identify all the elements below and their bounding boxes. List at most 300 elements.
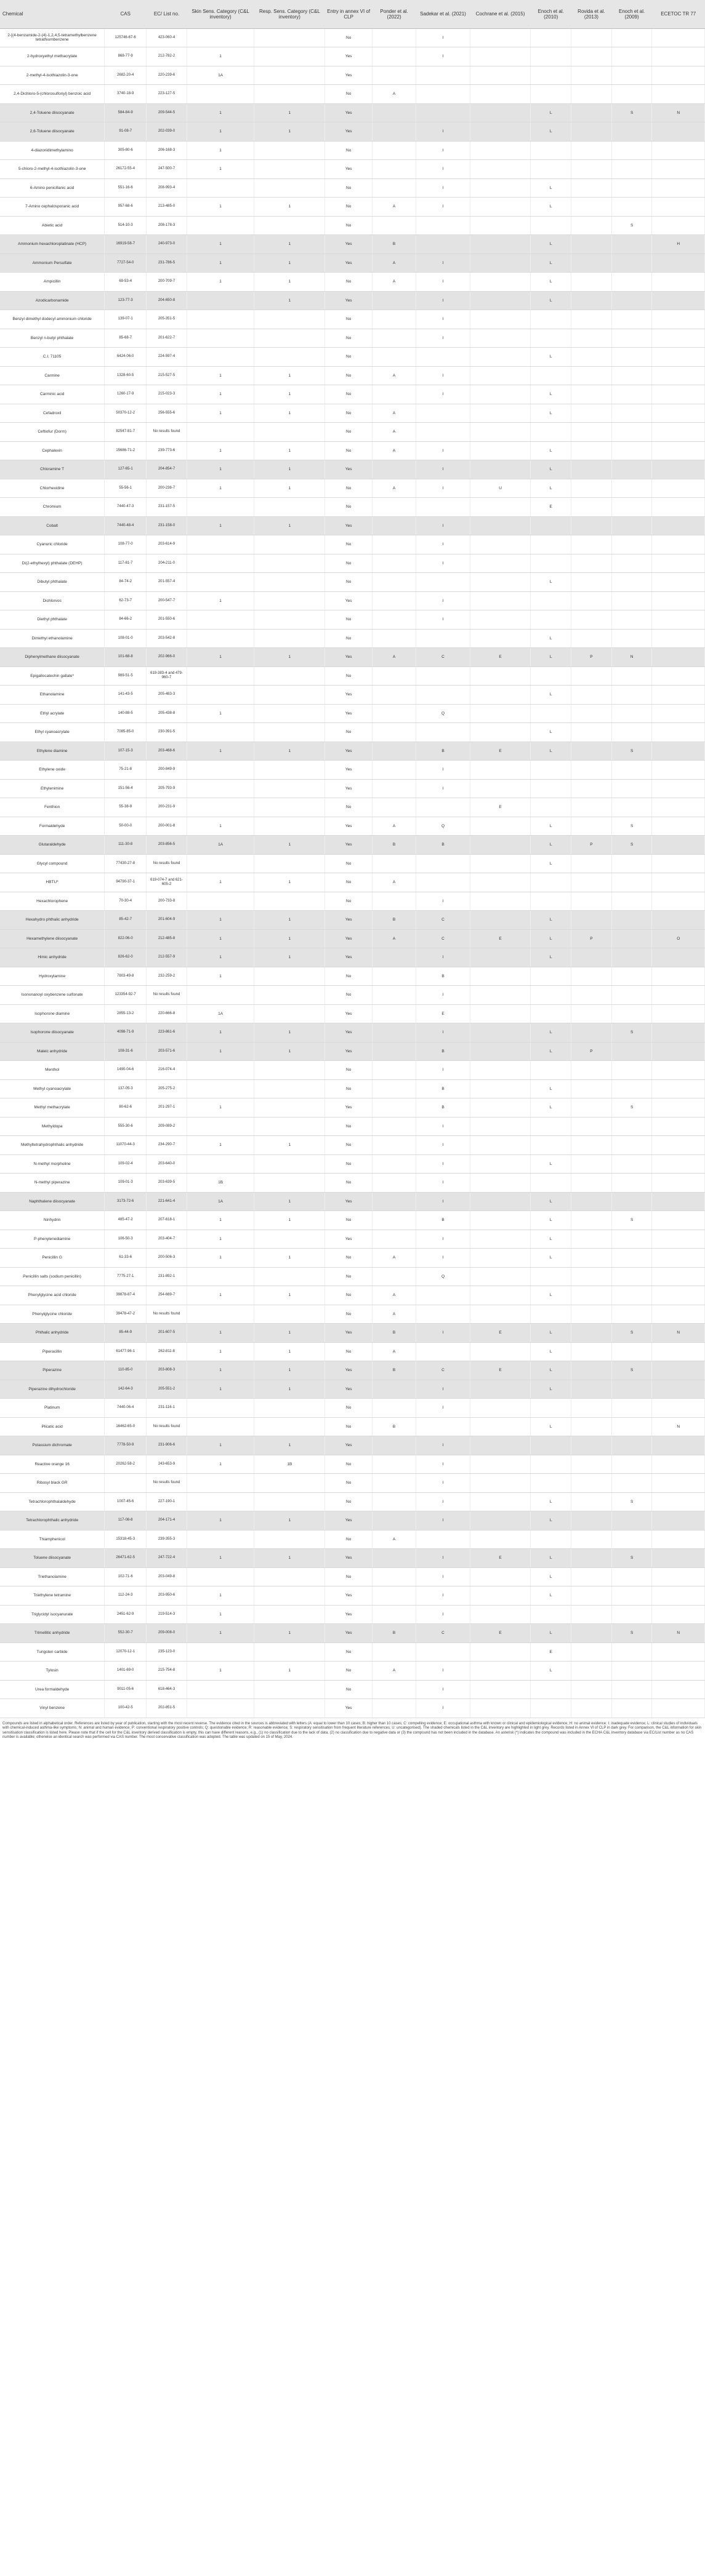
table-cell: 223-127-5: [147, 85, 187, 104]
table-cell: [652, 761, 705, 780]
table-cell: 203-640-0: [147, 1154, 187, 1174]
table-cell: P: [571, 929, 612, 948]
table-cell: 1: [254, 479, 325, 498]
table-cell: [187, 216, 254, 235]
chemical-name-cell: Maleic anhydride: [0, 1042, 105, 1061]
table-cell: [611, 892, 652, 911]
table-cell: 1: [254, 1023, 325, 1042]
table-cell: 204-854-7: [147, 460, 187, 479]
table-cell: 200-547-7: [147, 591, 187, 610]
table-row: [0, 1436, 705, 1455]
table-cell: [571, 85, 612, 104]
table-cell: 1: [254, 836, 325, 855]
table-row: [0, 554, 705, 573]
table-cell: [652, 1511, 705, 1530]
table-cell: 619-383-4 and 479-960-7: [147, 666, 187, 686]
table-cell: 1: [254, 291, 325, 310]
table-cell: 200-231-9: [147, 798, 187, 817]
table-cell: [652, 629, 705, 648]
table-row: [0, 479, 705, 498]
table-cell: [373, 704, 416, 723]
table-cell: No: [325, 1642, 373, 1662]
table-cell: [254, 1567, 325, 1586]
table-cell: [373, 686, 416, 705]
table-cell: 204-650-8: [147, 291, 187, 310]
table-cell: [531, 1174, 571, 1193]
table-cell: [187, 1117, 254, 1136]
table-cell: 243-653-9: [147, 1455, 187, 1474]
table-cell: 1: [187, 1286, 254, 1305]
table-cell: [373, 122, 416, 142]
table-cell: [470, 441, 531, 460]
table-cell: Yes: [325, 122, 373, 142]
table-cell: [531, 535, 571, 554]
table-cell: [611, 1662, 652, 1681]
chemical-name-cell: Cobalt: [0, 516, 105, 535]
table-cell: 112-24-3: [105, 1586, 147, 1606]
table-cell: [187, 85, 254, 104]
table-cell: [373, 535, 416, 554]
table-cell: [652, 460, 705, 479]
table-cell: [571, 1399, 612, 1418]
table-cell: I: [416, 1380, 470, 1399]
table-cell: 2682-20-4: [105, 66, 147, 85]
column-header: Cochrane et al. (2015): [470, 0, 531, 28]
table-cell: 1A: [187, 836, 254, 855]
table-cell: No: [325, 1567, 373, 1586]
table-cell: 7727-54-0: [105, 254, 147, 273]
chemical-name-cell: Carminic acid: [0, 385, 105, 404]
table-cell: No: [325, 1399, 373, 1418]
table-cell: I: [416, 1567, 470, 1586]
table-cell: [187, 798, 254, 817]
table-cell: [531, 666, 571, 686]
table-cell: 868-77-9: [105, 47, 147, 66]
table-cell: [652, 854, 705, 873]
table-cell: [187, 329, 254, 348]
table-cell: [373, 1699, 416, 1718]
table-cell: Yes: [325, 1192, 373, 1211]
table-cell: 212-782-2: [147, 47, 187, 66]
table-row: [0, 1549, 705, 1568]
table-cell: [470, 779, 531, 798]
table-cell: [611, 1530, 652, 1549]
chemical-name-cell: HBTU*: [0, 873, 105, 892]
table-cell: [652, 1342, 705, 1361]
table-cell: Yes: [325, 235, 373, 254]
table-cell: [571, 817, 612, 836]
column-header: ECETOC TR 77: [652, 0, 705, 28]
chemical-name-cell: Triethylene tetramine: [0, 1586, 105, 1606]
table-cell: [571, 28, 612, 47]
table-cell: 108-01-0: [105, 629, 147, 648]
table-cell: C: [416, 1361, 470, 1380]
table-cell: [611, 66, 652, 85]
table-cell: [652, 986, 705, 1005]
table-cell: No: [325, 554, 373, 573]
table-row: [0, 47, 705, 66]
table-cell: [254, 535, 325, 554]
chemical-name-cell: Methyl methacrylate: [0, 1098, 105, 1118]
table-cell: [254, 1230, 325, 1249]
table-cell: B: [373, 235, 416, 254]
table-cell: Yes: [325, 460, 373, 479]
table-row: [0, 1117, 705, 1136]
table-row: [0, 329, 705, 348]
table-cell: S: [611, 1098, 652, 1118]
table-cell: [611, 704, 652, 723]
table-cell: [652, 836, 705, 855]
table-cell: 1: [254, 1249, 325, 1268]
table-row: [0, 1417, 705, 1436]
table-cell: A: [373, 1305, 416, 1324]
chemical-name-cell: Triethanolamine: [0, 1567, 105, 1586]
table-cell: Yes: [325, 1324, 373, 1343]
table-cell: [470, 1492, 531, 1511]
table-cell: S: [611, 1211, 652, 1230]
table-cell: [571, 479, 612, 498]
table-cell: [611, 1042, 652, 1061]
table-row: [0, 1042, 705, 1061]
table-cell: Yes: [325, 836, 373, 855]
chemical-name-cell: Diethyl phthalate: [0, 610, 105, 630]
chemical-name-cell: Tetrachlorophthalaldehyde: [0, 1492, 105, 1511]
table-cell: Yes: [325, 1361, 373, 1380]
table-cell: L: [531, 1324, 571, 1343]
table-cell: [571, 423, 612, 442]
table-cell: [254, 1474, 325, 1493]
table-cell: [187, 535, 254, 554]
table-cell: No: [325, 1174, 373, 1193]
table-cell: [652, 648, 705, 667]
table-cell: 1490-04-6: [105, 1061, 147, 1080]
table-cell: [652, 742, 705, 761]
table-cell: [470, 423, 531, 442]
table-cell: [416, 686, 470, 705]
chemical-name-cell: Reactive orange 16: [0, 1455, 105, 1474]
table-cell: [652, 141, 705, 160]
table-cell: [611, 666, 652, 686]
table-cell: [254, 85, 325, 104]
table-cell: No: [325, 666, 373, 686]
table-cell: 2451-62-9: [105, 1605, 147, 1624]
table-cell: 1: [187, 948, 254, 967]
table-cell: [254, 1098, 325, 1118]
table-cell: Yes: [325, 929, 373, 948]
chemical-name-cell: Dichlorvos: [0, 591, 105, 610]
table-cell: [611, 1267, 652, 1286]
table-cell: B: [416, 836, 470, 855]
table-cell: 1A: [187, 1192, 254, 1211]
table-cell: [187, 1530, 254, 1549]
table-cell: [611, 460, 652, 479]
table-cell: No: [325, 1267, 373, 1286]
table-cell: 1: [187, 1211, 254, 1230]
table-cell: Yes: [325, 47, 373, 66]
table-cell: I: [416, 1117, 470, 1136]
table-cell: [611, 1136, 652, 1155]
table-cell: [254, 1004, 325, 1023]
table-cell: 219-514-3: [147, 1605, 187, 1624]
table-cell: [373, 610, 416, 630]
table-cell: C: [416, 1624, 470, 1643]
table-cell: [652, 1642, 705, 1662]
table-cell: 619-074-7 and 621-605-2: [147, 873, 187, 892]
table-cell: L: [531, 1023, 571, 1042]
table-cell: [254, 1530, 325, 1549]
table-cell: 1: [187, 911, 254, 930]
table-cell: 139-07-1: [105, 310, 147, 329]
table-row: [0, 1154, 705, 1174]
table-cell: 1: [187, 1098, 254, 1118]
table-cell: [470, 1605, 531, 1624]
table-cell: [373, 310, 416, 329]
table-cell: [373, 854, 416, 873]
table-cell: Yes: [325, 817, 373, 836]
table-cell: [470, 254, 531, 273]
table-cell: 201-557-4: [147, 573, 187, 592]
table-cell: [571, 1117, 612, 1136]
table-cell: A: [373, 1249, 416, 1268]
table-cell: 1328-60-5: [105, 366, 147, 385]
table-cell: [187, 854, 254, 873]
table-cell: 85-68-7: [105, 329, 147, 348]
table-cell: [187, 554, 254, 573]
table-cell: E: [531, 1642, 571, 1662]
chemical-name-cell: Azodicarbonamide: [0, 291, 105, 310]
table-cell: Yes: [325, 948, 373, 967]
column-header: Ponder et al. (2022): [373, 0, 416, 28]
table-cell: 551-16-6: [105, 178, 147, 198]
table-cell: [652, 911, 705, 930]
table-cell: [611, 554, 652, 573]
table-cell: 80-62-6: [105, 1098, 147, 1118]
table-row: [0, 291, 705, 310]
table-cell: [470, 892, 531, 911]
table-row: [0, 1267, 705, 1286]
table-cell: [611, 1586, 652, 1606]
table-cell: A: [373, 1342, 416, 1361]
table-cell: No: [325, 404, 373, 423]
table-cell: 203-614-9: [147, 535, 187, 554]
table-cell: 1: [187, 1249, 254, 1268]
table-cell: [531, 1117, 571, 1136]
table-row: [0, 817, 705, 836]
chemical-name-cell: Methyltetrahydrophthalic anhydride: [0, 1136, 105, 1155]
table-cell: [416, 798, 470, 817]
table-row: [0, 892, 705, 911]
table-cell: [373, 1642, 416, 1662]
table-cell: [373, 1511, 416, 1530]
table-cell: 1: [254, 366, 325, 385]
table-cell: 220-666-8: [147, 1004, 187, 1023]
table-row: [0, 1567, 705, 1586]
table-cell: 100-42-5: [105, 1699, 147, 1718]
table-cell: [416, 1417, 470, 1436]
table-cell: [470, 1699, 531, 1718]
table-cell: [571, 610, 612, 630]
table-cell: 203-468-6: [147, 742, 187, 761]
table-cell: A: [373, 1662, 416, 1681]
table-cell: 1: [254, 122, 325, 142]
table-cell: [373, 554, 416, 573]
table-row: [0, 1342, 705, 1361]
table-cell: 206-168-3: [147, 141, 187, 160]
table-cell: B: [416, 1042, 470, 1061]
table-cell: S: [611, 1624, 652, 1643]
table-cell: No: [325, 1136, 373, 1155]
table-cell: I: [416, 1023, 470, 1042]
table-cell: [611, 235, 652, 254]
table-cell: [373, 66, 416, 85]
table-cell: 1: [254, 1662, 325, 1681]
table-cell: 1: [187, 141, 254, 160]
table-cell: [373, 1492, 416, 1511]
table-cell: [571, 329, 612, 348]
table-cell: 205-438-8: [147, 704, 187, 723]
table-row: [0, 854, 705, 873]
table-cell: [652, 28, 705, 47]
table-cell: [611, 1192, 652, 1211]
table-cell: [652, 1230, 705, 1249]
table-cell: S: [611, 817, 652, 836]
table-cell: 1: [187, 1380, 254, 1399]
table-cell: [470, 1474, 531, 1493]
table-cell: [373, 1211, 416, 1230]
table-cell: [373, 460, 416, 479]
table-cell: [470, 723, 531, 742]
table-cell: L: [531, 254, 571, 273]
table-cell: [470, 1436, 531, 1455]
table-cell: [571, 1174, 612, 1193]
chemical-name-cell: Phenylglycine acid chloride: [0, 1286, 105, 1305]
table-cell: [373, 779, 416, 798]
table-cell: L: [531, 854, 571, 873]
table-cell: 6424-06-0: [105, 348, 147, 367]
table-cell: A: [373, 198, 416, 217]
table-cell: 9011-05-6: [105, 1680, 147, 1699]
table-cell: [652, 1192, 705, 1211]
table-cell: 305-80-6: [105, 141, 147, 160]
table-cell: 84-74-2: [105, 573, 147, 592]
table-cell: No results found: [147, 1417, 187, 1436]
table-row: [0, 1492, 705, 1511]
table-cell: 127-65-1: [105, 460, 147, 479]
table-cell: 69-53-4: [105, 273, 147, 292]
table-cell: [373, 498, 416, 517]
table-cell: [571, 404, 612, 423]
table-cell: [531, 1004, 571, 1023]
table-cell: E: [470, 798, 531, 817]
chemical-name-cell: Methyl cyanoacrylate: [0, 1079, 105, 1098]
table-cell: [373, 1192, 416, 1211]
table-cell: 1: [254, 1042, 325, 1061]
table-cell: [652, 1380, 705, 1399]
table-cell: [571, 348, 612, 367]
table-cell: [652, 1586, 705, 1606]
table-cell: 205-483-3: [147, 686, 187, 705]
table-cell: I: [416, 610, 470, 630]
table-cell: S: [611, 742, 652, 761]
table-cell: 1: [187, 591, 254, 610]
table-cell: [373, 629, 416, 648]
table-cell: [254, 1492, 325, 1511]
table-cell: Yes: [325, 66, 373, 85]
table-cell: B: [373, 911, 416, 930]
table-cell: [571, 1474, 612, 1493]
table-cell: Yes: [325, 1436, 373, 1455]
table-cell: [571, 911, 612, 930]
table-cell: L: [531, 1192, 571, 1211]
table-cell: No results found: [147, 854, 187, 873]
table-cell: [470, 47, 531, 66]
table-cell: [254, 892, 325, 911]
table-row: [0, 610, 705, 630]
table-cell: [373, 28, 416, 47]
table-cell: [470, 1567, 531, 1586]
table-cell: [531, 704, 571, 723]
chemical-name-cell: Cephalexin: [0, 441, 105, 460]
table-cell: 85-44-9: [105, 1324, 147, 1343]
table-cell: [652, 348, 705, 367]
table-cell: [571, 761, 612, 780]
table-cell: 208-178-3: [147, 216, 187, 235]
table-cell: [254, 610, 325, 630]
table-cell: [531, 329, 571, 348]
table-cell: E: [470, 1324, 531, 1343]
chemical-name-cell: Himic anhydride: [0, 948, 105, 967]
table-cell: [652, 610, 705, 630]
table-row: [0, 573, 705, 592]
table-cell: 215-023-3: [147, 385, 187, 404]
table-cell: 201-550-6: [147, 610, 187, 630]
table-cell: I: [416, 1174, 470, 1193]
table-cell: [254, 704, 325, 723]
table-cell: 1: [187, 1624, 254, 1643]
table-footnote: Compounds are listed in alphabetical order. References are listed by year of publication, starting with the most recent reverse. The evidence cited in the sources is abbreviated with letters (A: equal to lower than 10 cases; B: higher than 10 cases; C: compelling evidence; E: occupational asthma with known or clinical and epidemiological evidence; H: no animal evidence; I: inadequate evidence; L: clinical studies of individuals with chemical-induced asthma-like symptoms; N: animal and human evidence; P: conventional respiratory positive controls; Q: questionable evidence; R: reasonable evidence; S: respiratory sensitisation from frequent literature references; U: uncategorised). The shaded chemicals listed in the C&L inventory are highlighted in light grey. Records listed in Annex VI of CLP in dark grey. For comparison, the C&L information for skin sensitisation classification is listed here. Please note that if the cell for the C&L inventory derived classification is empty, this can have different reasons, e.g., (1) no classification due to the lack of data, (2) no classification due to negative data or (3) the compound has not been included in the database. An asterisk (*) indicates the compound was included in the ECHA C&L inventory database via EC/List number as no CAS number is available; otherwise an identical search was performed via CAS number. The most conservative classification was adopted. The table was updated on 15 of May, 2024.: [2, 1721, 702, 1739]
table-cell: [571, 216, 612, 235]
table-cell: 107-15-3: [105, 742, 147, 761]
table-cell: L: [531, 836, 571, 855]
table-cell: A: [373, 254, 416, 273]
table-cell: 15318-45-3: [105, 1530, 147, 1549]
table-row: [0, 1361, 705, 1380]
table-cell: [373, 1680, 416, 1699]
table-cell: [611, 479, 652, 498]
table-cell: 7085-85-0: [105, 723, 147, 742]
table-cell: Yes: [325, 1004, 373, 1023]
table-cell: [611, 535, 652, 554]
table-row: [0, 836, 705, 855]
table-cell: 1: [254, 460, 325, 479]
table-cell: 1: [187, 817, 254, 836]
table-cell: S: [611, 1492, 652, 1511]
table-cell: [652, 273, 705, 292]
table-cell: Yes: [325, 779, 373, 798]
table-cell: [470, 1455, 531, 1474]
table-cell: Yes: [325, 1023, 373, 1042]
table-cell: 1: [254, 1436, 325, 1455]
table-cell: No: [325, 178, 373, 198]
table-cell: [373, 1455, 416, 1474]
table-cell: [611, 329, 652, 348]
table-cell: L: [531, 1492, 571, 1511]
table-cell: [187, 1305, 254, 1324]
table-cell: L: [531, 235, 571, 254]
table-cell: 227-190-1: [147, 1492, 187, 1511]
table-cell: N: [652, 1417, 705, 1436]
table-cell: [373, 761, 416, 780]
